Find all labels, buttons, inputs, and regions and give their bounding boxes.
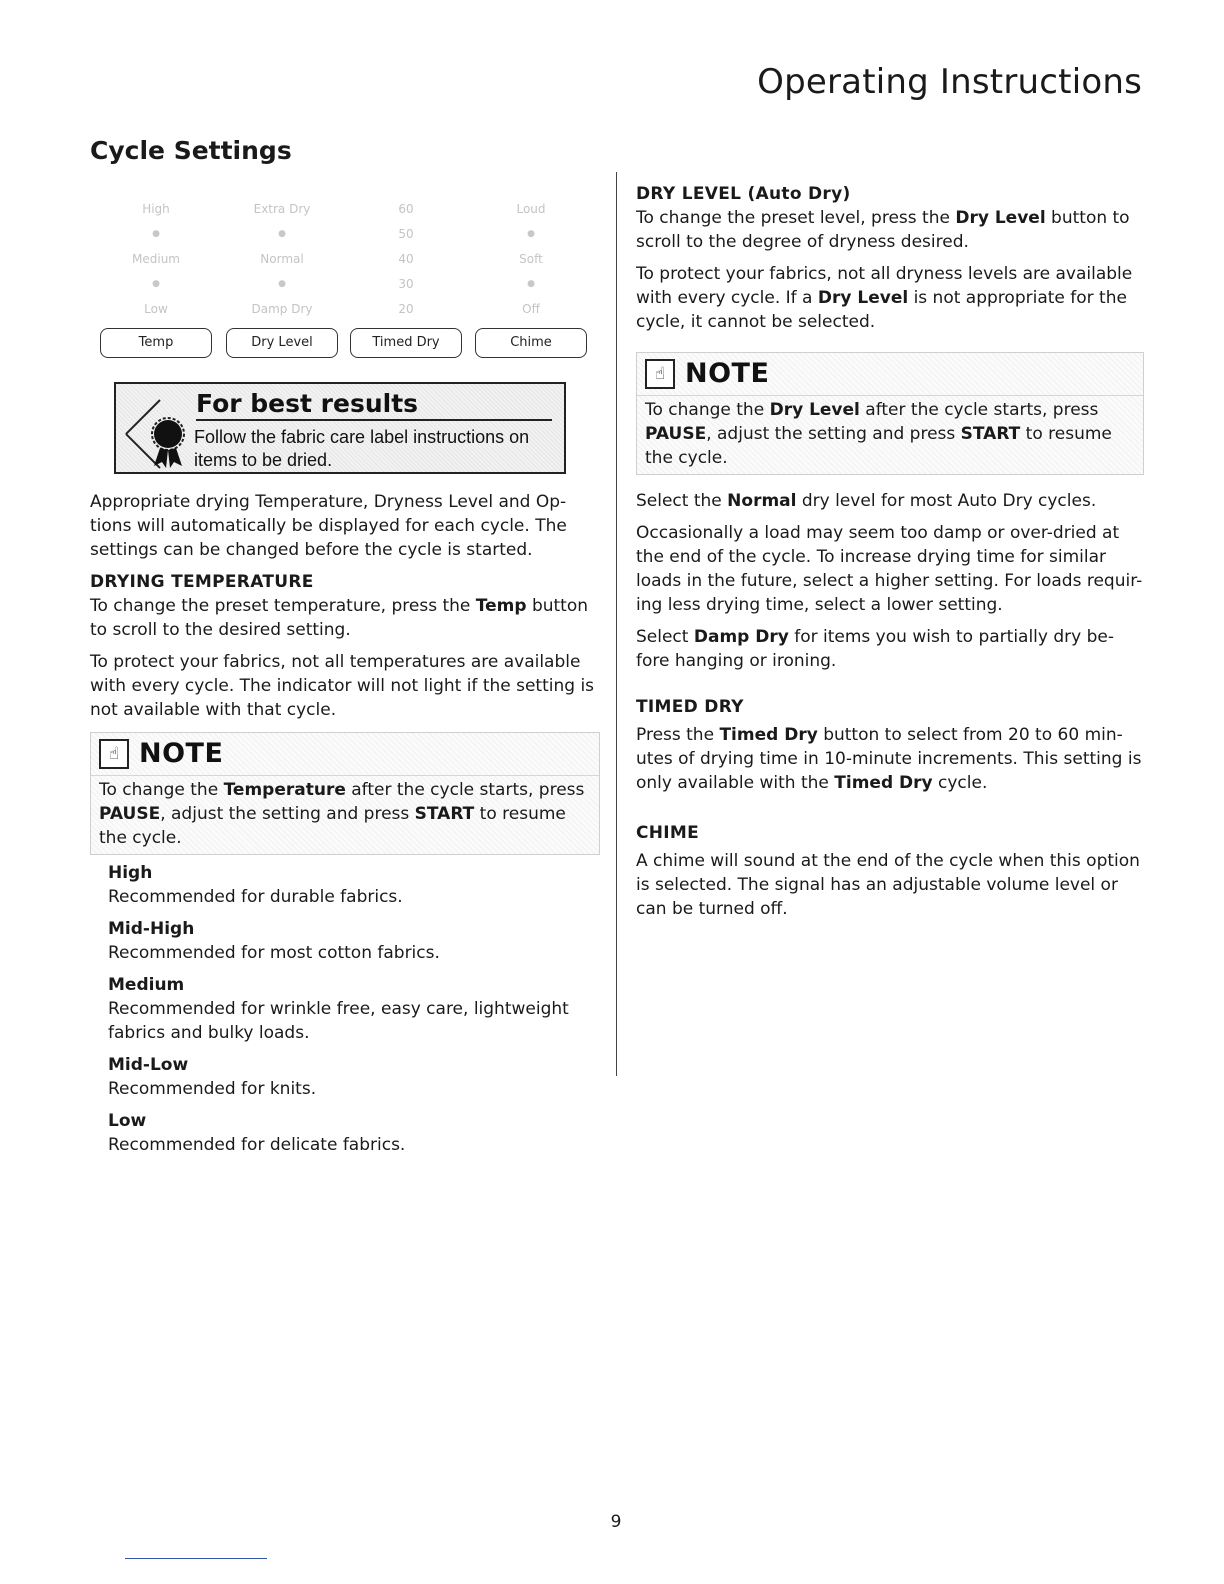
drying-temp-paragraph: To change the preset temperature, press the Temp button to scroll to the desired setting. (90, 596, 589, 640)
indicator-extra-dry: Extra Dry (253, 202, 311, 216)
best-results-box (114, 382, 566, 474)
indicator-dot: ● (152, 279, 160, 289)
indicator-off: Off (522, 302, 540, 316)
intro-paragraph: Appropriate drying Temperature, Dryness Level and Op-tions will automatically be displayed for each cycle. The settings can be changed before the cycle is started. (90, 492, 567, 560)
indicator-soft: Soft (519, 252, 543, 266)
dry-level-protect-paragraph: To protect your fabrics, not all dryness levels are available with every cycle. If a Dry Level is not appropriate for the cycle, it cannot be selected. (636, 264, 1133, 332)
indicator-high: High (142, 202, 170, 216)
chime-paragraph: A chime will sound at the end of the cycle when this option is selected. The signal has an adjustable volume level or can be turned off. (636, 851, 1140, 919)
timed-dry-indicator-column (346, 198, 466, 323)
footer-rule (125, 1558, 267, 1559)
indicator-medium: Medium (132, 252, 180, 266)
timed-dry-paragraph: Press the Timed Dry button to select from 20 to 60 min-utes of drying time in 10-minute increments. This setting is only available with the Timed Dry cycle. (636, 725, 1142, 793)
chime-button[interactable]: Chime (475, 328, 587, 358)
chime-heading: CHIME (636, 823, 700, 843)
indicator-dot: ● (152, 229, 160, 239)
indicator-dot: ● (278, 279, 286, 289)
note-body: To change the Dry Level after the cycle starts, press PAUSE, adjust the setting and press START to resume the cycle. (645, 400, 1112, 468)
temperature-note (90, 732, 600, 855)
indicator-low: Low (144, 302, 168, 316)
indicator-50: 50 (398, 227, 414, 241)
occasionally-paragraph: Occasionally a load may seem too damp or over-dried at the end of the cycle. To increase drying time for similar loads in the future, select a higher setting. For loads requir-ing less drying time, select a lower setting. (636, 523, 1143, 615)
normal-paragraph: Select the Normal dry level for most Auto Dry cycles. (636, 491, 1097, 511)
indicator-60: 60 (398, 202, 414, 216)
column-divider (616, 172, 617, 1076)
dry-level-button[interactable]: Dry Level (226, 328, 338, 358)
dry-level-paragraph: To change the preset level, press the Dry Level button to scroll to the degree of dryness desired. (636, 208, 1130, 252)
control-panel (96, 198, 590, 362)
indicator-dot: ● (278, 229, 286, 239)
indicator-40: 40 (398, 252, 414, 266)
drying-temp-protect-paragraph: To protect your fabrics, not all temperatures are available with every cycle. The indicator will not light if the setting is not available with that cycle. (90, 652, 595, 720)
list-item: Mid-Low Recommended for knits. (108, 1055, 317, 1099)
indicator-loud: Loud (516, 202, 546, 216)
left-column (90, 490, 600, 1165)
list-item: High Recommended for durable fabrics. (108, 863, 403, 907)
chime-indicator-column (471, 198, 591, 323)
note-hand-icon: ☝ (99, 739, 129, 769)
note-title: NOTE (685, 358, 770, 389)
dry-level-heading: DRY LEVEL (Auto Dry) (636, 184, 851, 204)
section-title: Cycle Settings (90, 136, 292, 165)
note-title: NOTE (139, 738, 224, 769)
indicator-dot: ● (527, 229, 535, 239)
list-item: Medium Recommended for wrinkle free, easy care, lightweight fabrics and bulky loads. (108, 975, 569, 1043)
damp-dry-paragraph: Select Damp Dry for items you wish to partially dry be-fore hanging or ironing. (636, 627, 1114, 671)
indicator-dot: ● (527, 279, 535, 289)
best-results-title: For best results (196, 390, 552, 421)
page-number: 9 (610, 1512, 622, 1532)
timed-dry-heading: TIMED DRY (636, 697, 744, 717)
page-header: Operating Instructions (757, 62, 1142, 102)
indicator-damp-dry: Damp Dry (251, 302, 313, 316)
dry-level-indicator-column (222, 198, 342, 323)
indicator-20: 20 (398, 302, 414, 316)
ribbon-award-icon (120, 390, 196, 470)
temperature-list (108, 861, 600, 1157)
indicator-30: 30 (398, 277, 414, 291)
temp-indicator-column (96, 198, 216, 323)
list-item: Low Recommended for delicate fabrics. (108, 1111, 406, 1155)
right-column (636, 182, 1144, 929)
temp-button[interactable]: Temp (100, 328, 212, 358)
best-results-text: Follow the fabric care label instructions on items to be dried. (194, 427, 530, 470)
note-hand-icon: ☝ (645, 359, 675, 389)
note-body: To change the Temperature after the cycle starts, press PAUSE, adjust the setting and press START to resume the cycle. (99, 780, 585, 848)
dry-level-note (636, 352, 1144, 475)
drying-temperature-heading: DRYING TEMPERATURE (90, 572, 314, 592)
indicator-normal: Normal (260, 252, 304, 266)
timed-dry-button[interactable]: Timed Dry (350, 328, 462, 358)
list-item: Mid-High Recommended for most cotton fabrics. (108, 919, 440, 963)
